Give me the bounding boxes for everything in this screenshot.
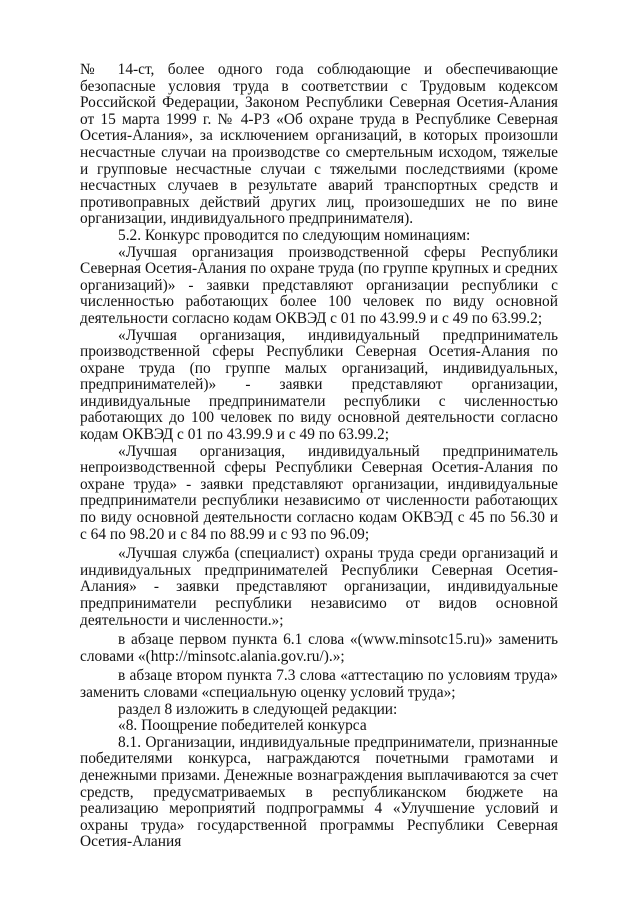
paragraph-amend-7-3: в абзаце втором пункта 7.3 слова «аттестацию по условиям труда» заменить словами «специальную оценку условий труда»; [80, 667, 558, 701]
paragraph-section-8-intro: раздел 8 изложить в следующей редакции: [118, 700, 398, 718]
paragraph-amend-6-1: в абзаце первом пункта 6.1 слова «(www.minsotc15.ru)» заменить словами «(http://minsotc.alania.gov.ru/).»; [80, 631, 558, 665]
paragraph-nomination-large: «Лучшая организация производственной сферы Республики Северная Осетия-Алания по охране труда (по группе крупных и средних организаций)» - заявки представляют организации республики с численностью работающих более 100 человек по виду основной деятельности согласно кодам ОКВЭД с 01 по 43.99.9 и с 49 по 63.99.2; [80, 243, 558, 327]
paragraph-nomination-small: «Лучшая организация, индивидуальный предприниматель производственной сферы Республики Северная Осетия-Алания по охране труда (по группе малых организаций, индивидуальных, предпринимателей)» - заявки представляют организации, индивидуальные предприниматели республики с численностью работающих до 100 человек по виду основной деятельности согласно кодам ОКВЭД с 01 по 43.99.9 и с 49 по 63.99.2; [80, 326, 558, 444]
document-page [80, 62, 558, 851]
paragraph-nomination-nonproduction: «Лучшая организация, индивидуальный предприниматель непроизводственной сферы Республики Северная Осетия-Алания по охране труда» - заявки представляют организации, индивидуальные предприниматели республики независимо от численности работающих по виду основной деятельности согласно кодам ОКВЭД с 45 по 56.30 и с 64 по 98.20 и с 84 по 88.99 и с 93 по 96.09; [80, 442, 558, 543]
paragraph-section-5-2: 5.2. Конкурс проводится по следующим номинациям: [118, 226, 471, 244]
paragraph-section-8-1: 8.1. Организации, индивидуальные предприниматели, признанные победителями конкурса, награждаются почетными грамотами и денежными призами. Денежные вознаграждения выплачиваются за счет средств, предусматриваемых в республиканском бюджете на реализацию мероприятий подпрограммы 4 «Улучшение условий и охраны труда» государственной программы Республики Северная Осетия-Алания [80, 733, 558, 851]
paragraph-nomination-specialist: «Лучшая служба (специалист) охраны труда среди организаций и индивидуальных предпринимателей Республики Северная Осетия-Алания» - заявки представляют организации, индивидуальные предприниматели республики независимо от видов основной деятельности и численности.»; [80, 545, 558, 629]
section-8-heading: «8. Поощрение победителей конкурса [118, 717, 367, 735]
paragraph-continuation: № 14-ст, более одного года соблюдающие и обеспечивающие безопасные условия труда в соответствии с Трудовым кодексом Российской Федерации, Законом Республики Северная Осетия-Алания от 15 марта 1999 г. № 4-РЗ «Об охране труда в Республике Северная Осетия-Алания», за исключением организаций, в которых произошли несчастные случаи на производстве со смертельным исходом, тяжелые и групповые несчастные случаи с тяжелыми последствиями (кроме несчастных случаев в результате аварий транспортных средств и противоправных действий других лиц, произошедших не по вине организации, индивидуального предпринимателя). [80, 61, 558, 228]
